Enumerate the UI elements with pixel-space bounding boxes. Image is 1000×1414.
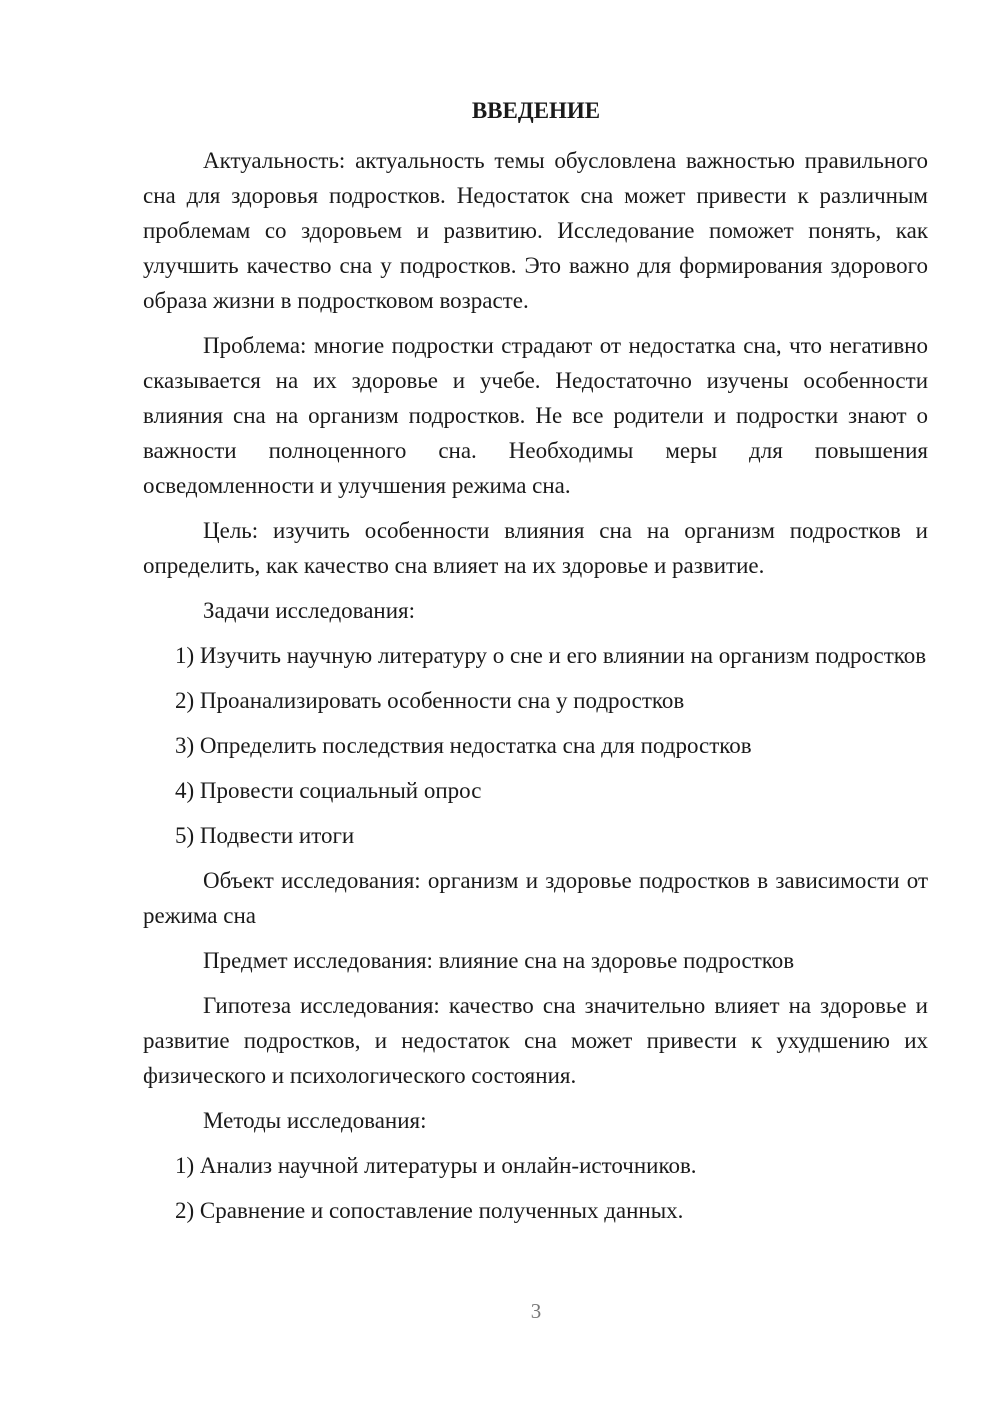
page-title: ВВЕДЕНИЕ [471,98,601,123]
task-item: 4) Провести социальный опрос [175,778,482,803]
task-item: 2) Проанализировать особенности сна у подростков [175,688,685,713]
tasks-heading: Задачи исследования: [203,598,416,623]
goal-paragraph: Цель: изучить особенности влияния сна на организм подростков и определить, как качество сна влияет на их здоровье и развитие. [143,518,928,578]
task-item: 3) Определить последствия недостатка сна для подростков [175,733,752,758]
object-paragraph: Объект исследования: организм и здоровье подростков в зависимости от режима сна [143,868,928,928]
subject-paragraph: Предмет исследования: влияние сна на здоровье подростков [203,948,795,973]
method-item: 1) Анализ научной литературы и онлайн-источников. [175,1153,697,1178]
page-number: 3 [530,1299,542,1323]
methods-heading: Методы исследования: [203,1108,427,1133]
method-item: 2) Сравнение и сопоставление полученных данных. [175,1198,684,1223]
problem-paragraph: Проблема: многие подростки страдают от недостатка сна, что негативно сказывается на их здоровье и учебе. Недостаточно изучены особенности влияния сна на организм подростков. Не все родители и подростки знают о важности полноценного сна. Необходимы меры для повышения осведомленности и улучшения режима сна. [143,333,928,498]
hypothesis-paragraph: Гипотеза исследования: качество сна значительно влияет на здоровье и развитие подростков, и недостаток сна может привести к ухудшению их физического и психологического состояния. [143,993,928,1088]
task-item: 1) Изучить научную литературу о сне и его влиянии на организм подростков [175,643,927,668]
relevance-paragraph: Актуальность: актуальность темы обусловлена важностью правильного сна для здоровья подростков. Недостаток сна может привести к различным проблемам со здоровьем и развитию. Исследование поможет понять, как улучшить качество сна у подростков. Это важно для формирования здорового образа жизни в подростковом возрасте. [143,148,928,313]
document-body [143,143,928,1238]
task-item: 5) Подвести итоги [175,823,355,848]
